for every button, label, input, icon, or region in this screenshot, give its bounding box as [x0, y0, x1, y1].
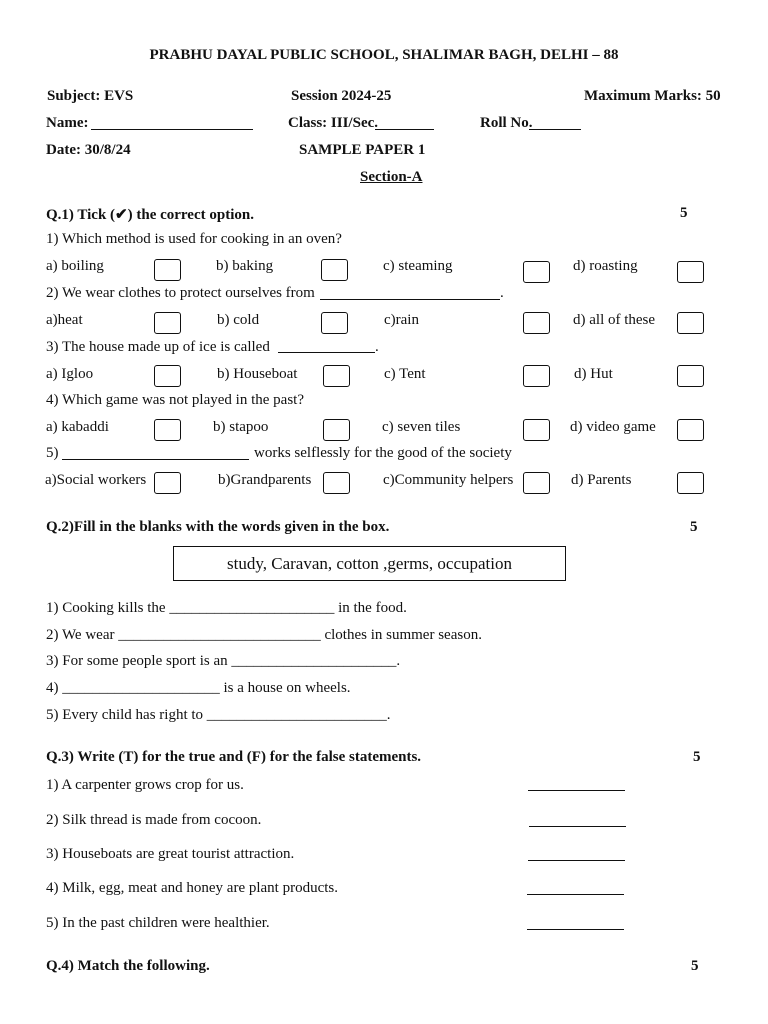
q1-3-tick-box-b[interactable]: [323, 365, 350, 387]
q1-2-option-d: d) all of these: [573, 312, 656, 328]
q2-item-1: 1) Cooking kills the ______________________ in the food.: [46, 600, 407, 616]
q1-question-4: 4) Which game was not played in the past?: [46, 392, 304, 408]
subject-label: Subject: EVS: [47, 88, 134, 104]
q1-2-tick-box-d[interactable]: [677, 312, 704, 334]
q1-1-option-c: c) steaming: [383, 258, 453, 274]
q1-question-3: 3) The house made up of ice is called: [46, 339, 270, 355]
q1-3-tick-box-c[interactable]: [523, 365, 550, 387]
q1-3-blank: [278, 352, 375, 353]
q2-item-2: 2) We wear ___________________________ clothes in summer season.: [46, 627, 482, 643]
q1-2-period: .: [500, 285, 504, 301]
q1-3-option-a: a) Igloo: [46, 366, 94, 382]
q3-title: Q.3) Write (T) for the true and (F) for the false statements.: [46, 749, 422, 765]
q2-title: Q.2)Fill in the blanks with the words given in the box.: [46, 519, 390, 535]
q4-title: Q.4) Match the following.: [46, 958, 210, 974]
q2-item-5: 5) Every child has right to ________________________.: [46, 707, 391, 723]
q1-2-blank: [320, 299, 500, 300]
q3-statement-2: 2) Silk thread is made from cocoon.: [46, 812, 262, 828]
q1-2-option-b: b) cold: [217, 312, 260, 328]
q1-2-option-a: a)heat: [46, 312, 83, 328]
q1-question-1: 1) Which method is used for cooking in an oven?: [46, 231, 342, 247]
q3-answer-line-5[interactable]: [527, 929, 624, 930]
q1-5-tick-box-b[interactable]: [323, 472, 350, 494]
q1-3-option-d: d) Hut: [574, 366, 613, 382]
q1-marks: 5: [680, 205, 688, 221]
word-box: study, Caravan, cotton ,germs, occupation: [173, 546, 566, 581]
q1-3-period: .: [375, 339, 379, 355]
q1-4-tick-box-c[interactable]: [523, 419, 550, 441]
q1-5-tick-box-a[interactable]: [154, 472, 181, 494]
session-label: Session 2024-25: [291, 88, 392, 104]
q1-4-tick-box-b[interactable]: [323, 419, 350, 441]
q1-5-blank: [62, 459, 249, 460]
q3-marks: 5: [693, 749, 701, 765]
roll-label: Roll No.: [480, 115, 533, 131]
roll-blank: [529, 129, 581, 130]
q3-answer-line-3[interactable]: [528, 860, 625, 861]
q1-2-tick-box-c[interactable]: [523, 312, 550, 334]
q1-5-option-c: c)Community helpers: [383, 472, 514, 488]
q3-statement-1: 1) A carpenter grows crop for us.: [46, 777, 244, 793]
q1-1-option-b: b) baking: [216, 258, 274, 274]
q1-4-option-c: c) seven tiles: [382, 419, 461, 435]
section-heading: Section-A: [360, 169, 423, 185]
q1-1-tick-box-c[interactable]: [523, 261, 550, 283]
date-label: Date: 30/8/24: [46, 142, 131, 158]
q3-answer-line-4[interactable]: [527, 894, 624, 895]
q4-marks: 5: [691, 958, 699, 974]
q1-3-option-b: b) Houseboat: [217, 366, 298, 382]
q1-title: Q.1) Tick (✔) the correct option.: [46, 207, 254, 223]
q1-4-option-b: b) stapoo: [213, 419, 269, 435]
q1-2-tick-box-b[interactable]: [321, 312, 348, 334]
school-name: PRABHU DAYAL PUBLIC SCHOOL, SHALIMAR BAGH, DELHI – 88: [149, 47, 619, 63]
class-label: Class: III/Sec.: [288, 115, 379, 131]
q1-1-tick-box-a[interactable]: [154, 259, 181, 281]
q2-item-3: 3) For some people sport is an ______________________.: [46, 653, 401, 669]
q3-answer-line-2[interactable]: [529, 826, 626, 827]
max-marks-label: Maximum Marks: 50: [584, 88, 721, 104]
q1-2-tick-box-a[interactable]: [154, 312, 181, 334]
paper-title: SAMPLE PAPER 1: [299, 142, 426, 158]
q1-5-option-d: d) Parents: [571, 472, 632, 488]
q1-5-option-b: b)Grandparents: [218, 472, 312, 488]
q1-5-tick-box-c[interactable]: [523, 472, 550, 494]
q1-question-2: 2) We wear clothes to protect ourselves from: [46, 285, 315, 301]
q2-item-4: 4) _____________________ is a house on wheels.: [46, 680, 351, 696]
q1-question-5-number: 5): [46, 445, 59, 461]
q1-3-option-c: c) Tent: [384, 366, 426, 382]
q1-4-option-a: a) kabaddi: [46, 419, 109, 435]
q1-5-tick-box-d[interactable]: [677, 472, 704, 494]
q1-1-tick-box-d[interactable]: [677, 261, 704, 283]
q1-5-option-a: a)Social workers: [45, 472, 147, 488]
q1-1-tick-box-b[interactable]: [321, 259, 348, 281]
section-blank: [375, 129, 434, 130]
q2-marks: 5: [690, 519, 698, 535]
q1-4-tick-box-d[interactable]: [677, 419, 704, 441]
name-label: Name:: [46, 115, 89, 131]
q3-statement-4: 4) Milk, egg, meat and honey are plant products.: [46, 880, 339, 896]
q1-4-tick-box-a[interactable]: [154, 419, 181, 441]
q3-answer-line-1[interactable]: [528, 790, 625, 791]
q1-question-5: works selflessly for the good of the society: [254, 445, 512, 461]
q1-1-option-a: a) boiling: [46, 258, 104, 274]
name-blank: [91, 129, 253, 130]
q1-1-option-d: d) roasting: [573, 258, 638, 274]
q3-statement-5: 5) In the past children were healthier.: [46, 915, 270, 931]
q1-3-tick-box-d[interactable]: [677, 365, 704, 387]
q1-3-tick-box-a[interactable]: [154, 365, 181, 387]
q3-statement-3: 3) Houseboats are great tourist attraction.: [46, 846, 295, 862]
q1-2-option-c: c)rain: [384, 312, 419, 328]
q1-4-option-d: d) video game: [570, 419, 656, 435]
